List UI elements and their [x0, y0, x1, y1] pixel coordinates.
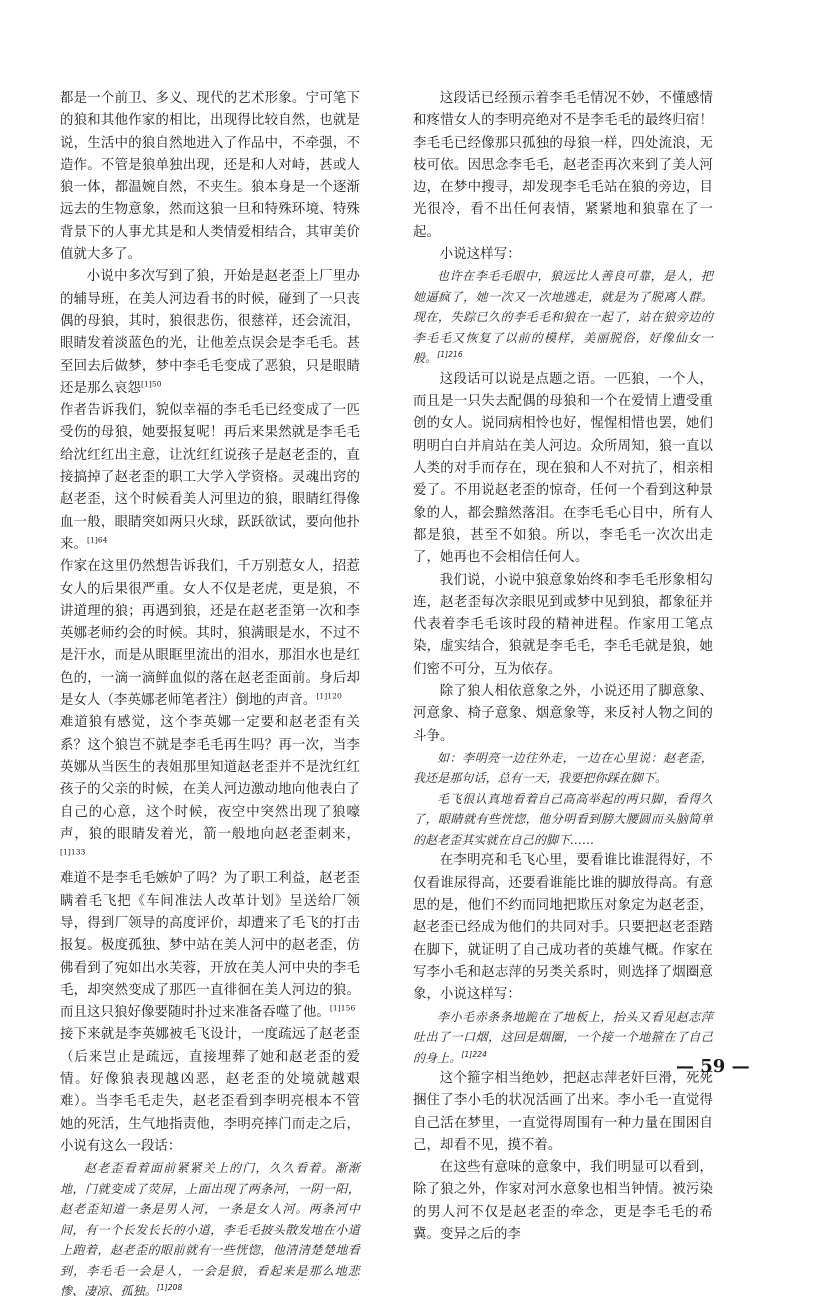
paragraph-text: 李小毛赤条条地跪在了地板上，抬头又看见赵志萍吐出了一口烟，这回是烟圈，一个接一个地箍在了自己的身上。 [413, 1009, 713, 1065]
paragraph [413, 681, 713, 748]
block-quote [413, 789, 713, 851]
left-column [60, 88, 360, 1302]
paragraph [413, 244, 713, 266]
citation-note: [1]50 [140, 379, 162, 389]
paragraph [413, 1068, 713, 1157]
block-quote [413, 748, 713, 789]
paragraph-text: 也许在李毛毛眼中，狼远比人善良可靠，是人，把她逼疯了，她一次又一次地逃走，就是为了脱离人群。现在，失踪已久的李毛毛和狼在一起了，站在狼旁边的李毛毛又恢复了以前的模样，美丽脱俗，好像仙女一般。 [413, 269, 713, 366]
paragraph-text: 除了狼人相依意象之外，小说还用了脚意象、河意象、椅子意象、烟意象等，来反衬人物之间的斗争。 [413, 684, 713, 744]
right-column [413, 88, 713, 1246]
paragraph [60, 868, 360, 1024]
paragraph-text: 我们说，小说中狼意象始终和李毛毛形象相勾连，赵老歪每次亲眼见到或梦中见到狼，都象征并代表着李毛毛该时段的精神进程。作家用工笔点染，虚实结合，狼就是李毛毛，李毛毛就是狼，她们密不可分，互为依存。 [413, 572, 713, 677]
citation-note: [1]216 [437, 350, 463, 360]
paragraph [60, 1024, 360, 1158]
paragraph [60, 88, 360, 266]
paragraph [60, 712, 360, 868]
paragraph-text: 难道不是李毛毛嫉妒了吗？为了职工利益，赵老歪瞒着毛飞把《车间准法人改革计划》呈送给厂领导，得到厂领导的高度评价，却遭来了毛飞的打击报复。极度孤独、梦中站在美人河中的赵老歪，仿佛看到了宛如出水芙蓉，开放在美人河中央的李毛毛，却突然变成了那匹一直徘徊在美人河边的狼。而且这只狼好像要随时扑过来准备吞噬了他。 [60, 871, 360, 1021]
paragraph-text: 作者告诉我们，貌似幸福的李毛毛已经变成了一匹受伤的母狼，她要报复呢！再后来果然就是李毛毛给沈红红出主意，让沈红红说孩子是赵老歪的，直接搞掉了赵老歪的职工大学入学资格。灵魂出窍的赵老歪，这个时候看美人河里边的狼，眼睛红得像血一般，眼睛突如两只火球，跃跃欲试，要向他扑来。 [60, 403, 360, 552]
paragraph-text: 在这些有意味的意象中，我们明显可以看到，除了狼之外，作家对河水意象也相当钟情。被污染的男人河不仅是赵老歪的牵念，更是李毛毛的希冀。变异之后的李 [413, 1160, 713, 1243]
paragraph-text: 毛飞很认真地看着自己高高举起的两只脚，看得久了，眼睛就有些恍惚，他分明看到膀大腰圆而头脑简单的赵老歪其实就在自己的脚下…… [413, 791, 713, 847]
citation-note: [1]208 [156, 1283, 183, 1293]
citation-note: [1]156 [329, 1003, 356, 1013]
citation-note: [1]120 [316, 691, 342, 701]
paragraph-text: 接下来就是李英娜被毛飞设计，一度疏远了赵老歪（后来岂止是疏远，直接埋葬了她和赵老歪的爱情。好像狼表现越凶恶，赵老歪的处境就越艰难）。当李毛毛走失，赵老歪看到李明亮根本不管她的死活，生气地指责他，李明亮摔门而走之后，小说有这么一段话： [60, 1027, 360, 1154]
paragraph [60, 400, 360, 556]
citation-note: [1]133 [60, 847, 86, 857]
paragraph-text: 如：李明亮一边往外走，一边在心里说：赵老歪，我还是那句话，总有一天，我要把你踩在脚下。 [413, 750, 713, 786]
paragraph-text: 作家在这里仍然想告诉我们，千万别惹女人，招惹女人的后果很严重。女人不仅是老虎，更是狼，不讲道理的狼；再遇到狼，还是在赵老歪第一次和李英娜老师约会的时候。其时，狼满眼是水，不过不是汗水，而是从眼眶里流出的泪水，那泪水也是红色的，一滴一滴鲜血似的落在赵老歪面前。身后却是女人（李英娜老师笔者注）倒地的声音。 [60, 559, 360, 709]
paragraph-text: 小说中多次写到了狼，开始是赵老歪上厂里办的辅导班，在美人河边看书的时候，碰到了一只丧偶的母狼，其时，狼很悲伤，很慈祥，还会流泪，眼睛发着淡蓝色的光，让他差点误会是李毛毛。甚至回去后做梦，梦中李毛毛变成了恶狼，只是眼睛还是那么哀怨 [60, 269, 360, 396]
paragraph-text: 这段话已经预示着李毛毛情况不妙，不懂感情和疼惜女人的李明亮绝对不是李毛毛的最终归宿！李毛毛已经像那只孤独的母狼一样，四处流浪，无枝可依。因思念李毛毛，赵老歪再次来到了美人河边，在梦中搜寻，却发现李毛毛站在狼的旁边，目光很冷，看不出任何表情，紧紧地和狼靠在了一起。 [413, 91, 713, 240]
paragraph-text: 这段话可以说是点题之语。一匹狼，一个人，而且是一只失去配偶的母狼和一个在爱情上遭受重创的女人。说同病相怜也好，惺惺相惜也罢，她们明明白白并肩站在美人河边。众所周知，狼一直以人类的对手而存在，现在狼和人不对抗了，相亲相爱了。不用说赵老歪的惊奇，任何一个看到这种景象的人，都会黯然落泪。在李毛毛心目中，所有人都是狼，甚至不如狼。所以，李毛毛一次次出走了，她再也不会相信任何人。 [413, 371, 713, 566]
block-quote [413, 1007, 713, 1069]
paragraph [413, 850, 713, 1006]
block-quote [413, 266, 713, 369]
citation-note: [1]224 [461, 1049, 487, 1059]
citation-note: [1]64 [86, 535, 108, 545]
paragraph-text: 这个箍字相当绝妙，把赵志萍老奸巨滑，死死捆住了李小毛的状况活画了出来。李小毛一直觉得自己活在梦里，一直觉得周围有一种力量在围困自己，却看不见，摸不着。 [413, 1071, 713, 1153]
paragraph-text: 赵老歪看着面前紧紧关上的门，久久看着。渐渐地，门就变成了荧屏，上面出现了两条河，一阴一阳，赵老歪知道一条是男人河，一条是女人河。两条河中间，有一个长发长长的小道，李毛毛披头散发地在小道上跑着，赵老歪的眼前就有一些恍惚，他清清楚楚地看到，李毛毛一会是人，一会是狼，看起来是那么地悲惨、凄凉、孤独。 [60, 1161, 360, 1299]
page-number: — 59 — [676, 1056, 750, 1077]
paragraph [413, 88, 713, 244]
paragraph [413, 570, 713, 681]
paragraph-text: 在李明亮和毛飞心里，要看谁比谁混得好，不仅看谁尿得高，还要看谁能比谁的脚放得高。有意思的是，他们不约而同地把欺压对象定为赵老歪，赵老歪已经成为他们的共同对手。只要把赵老歪踏在脚下，就证明了自己成功者的英雄气概。作家在写李小毛和赵志萍的另类关系时，则选择了烟圈意象，小说这样写： [413, 853, 713, 1003]
block-quote [60, 1158, 360, 1302]
paragraph-text: 都是一个前卫、多义、现代的艺术形象。宁可笔下的狼和其他作家的相比，出现得比较自然，也就是说，生活中的狼自然地进入了作品中，不牵强，不造作。不管是狼单独出现，还是和人对峙，甚或人狼一体，都温婉自然，不夹生。狼本身是一个逐渐远去的生物意象，然而这狼一旦和特殊环境、特殊背景下的人事尤其是和人类情爱相结合，其审美价值就大多了。 [60, 91, 360, 263]
paragraph-text: 难道狼有感觉，这个李英娜一定要和赵老歪有关系？这个狼岂不就是李毛毛再生吗？再一次，当李英娜从当医生的表姐那里知道赵老歪并不是沈红红孩子的父亲的时候，在美人河边激动地向他表白了自己的心意，这个时候，夜空中突然出现了狼嚎声，狼的眼睛发着光，箭一般地向赵老歪刺来， [60, 715, 360, 842]
paragraph [413, 369, 713, 570]
paragraph [413, 1157, 713, 1246]
paragraph-text: 小说这样写： [439, 247, 521, 263]
paragraph [60, 266, 360, 400]
paragraph [60, 556, 360, 712]
